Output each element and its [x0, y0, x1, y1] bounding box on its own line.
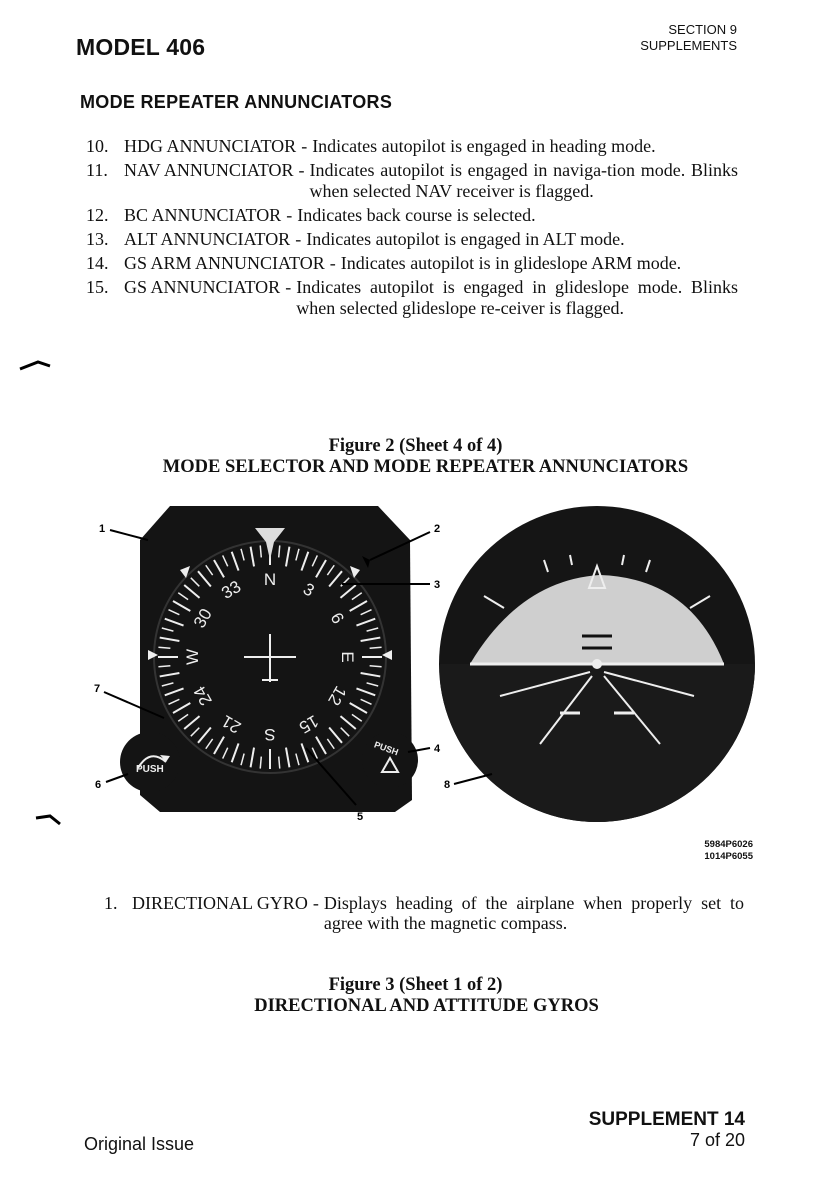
- item-description: Indicates autopilot is engaged in naviga-tion mode. Blinks when selected NAV receiver is flagged.: [309, 160, 738, 201]
- compass-tick: [370, 666, 382, 667]
- compass-tick: [260, 545, 261, 557]
- callout-1: 1: [99, 523, 106, 535]
- supplement-label: SUPPLEMENT 14: [588, 1109, 745, 1130]
- compass-label: S: [264, 725, 276, 744]
- dg-knob: [120, 732, 180, 792]
- item-description: Indicates autopilot is engaged in ALT mode.: [306, 229, 625, 249]
- item-description: Indicates back course is selected.: [297, 205, 536, 225]
- item-description: Indicates autopilot is engaged in glideslope mode. Blinks when selected glideslope re-ceiver is flagged.: [296, 277, 738, 318]
- figure2-caption-line2: MODE SELECTOR AND MODE REPEATER ANNUNCIATORS: [162, 457, 689, 477]
- compass-tick: [158, 647, 170, 648]
- compass-tick: [279, 757, 280, 769]
- item-number: 14.: [86, 253, 109, 273]
- section-title: MODE REPEATER ANNUNCIATORS: [80, 92, 393, 112]
- figure-codes: [704, 839, 753, 863]
- push-label-left: PUSH: [136, 764, 164, 775]
- callout-4: 4: [434, 743, 441, 755]
- model-title: MODEL 406: [76, 34, 206, 60]
- item-number: 12.: [86, 205, 109, 225]
- item-name: BC ANNUNCIATOR: [124, 205, 282, 225]
- callout-6: 6: [95, 779, 102, 791]
- compass-label: 24: [189, 682, 216, 709]
- callout-5: 5: [357, 811, 364, 823]
- push-label-right: PUSH: [372, 739, 400, 758]
- figure-code-1: 5984P6026: [704, 839, 753, 850]
- item-dash: -: [295, 229, 302, 249]
- item-name: DIRECTIONAL GYRO: [132, 893, 308, 913]
- compass-label: 3: [299, 579, 318, 601]
- compass-label: N: [263, 570, 277, 589]
- compass-label: E: [338, 651, 357, 663]
- compass-tick: [158, 666, 170, 667]
- ground-area: [440, 664, 760, 844]
- figure3-caption: [0, 975, 831, 1017]
- aircraft-dot: [592, 659, 602, 669]
- item-dash: -: [286, 205, 293, 225]
- callout-2: 2: [434, 523, 441, 535]
- compass-tick: [279, 545, 280, 557]
- item-number: 13.: [86, 229, 109, 249]
- compass-label: 30: [189, 605, 216, 632]
- item-dash: -: [329, 253, 336, 273]
- item-description: Indicates autopilot is in glideslope ARM mode.: [340, 253, 682, 273]
- directional-gyro: [120, 506, 418, 812]
- compass-label: 33: [218, 576, 245, 603]
- list-item: [104, 893, 744, 933]
- item-name: NAV ANNUNCIATOR: [124, 160, 294, 180]
- item-number: 10.: [86, 136, 109, 156]
- item-dash: -: [301, 136, 308, 156]
- item-dash: -: [285, 277, 292, 297]
- item-description: Displays heading of the airplane when properly set to agree with the magnetic compass.: [323, 893, 744, 933]
- item-dash: -: [298, 160, 305, 180]
- item-dash: -: [312, 893, 319, 913]
- item-description: Indicates autopilot is engaged in heading mode.: [312, 136, 656, 156]
- item-number: 11.: [86, 160, 108, 180]
- compass-label: 15: [295, 711, 322, 738]
- supplements-label: SUPPLEMENTS: [640, 38, 737, 53]
- compass-label: 6: [326, 609, 348, 628]
- item-name: HDG ANNUNCIATOR: [124, 136, 297, 156]
- item-name: GS ARM ANNUNCIATOR: [124, 253, 325, 273]
- item-name: GS ANNUNCIATOR: [124, 277, 281, 297]
- footer-supplement: [589, 1110, 745, 1150]
- compass-label: 12: [324, 682, 351, 709]
- attitude-gyro: [439, 506, 760, 844]
- compass-label: W: [183, 648, 202, 666]
- compass-tick: [260, 757, 261, 769]
- item-name: ALT ANNUNCIATOR: [124, 229, 291, 249]
- figure-code-2: 1014P6055: [704, 851, 753, 862]
- figure3-caption-line2: DIRECTIONAL AND ATTITUDE GYROS: [254, 996, 599, 1016]
- figure3-caption-line1: Figure 3 (Sheet 1 of 2): [328, 975, 503, 995]
- callout-8: 8: [444, 779, 451, 791]
- compass-tick: [370, 647, 382, 648]
- callout-7: 7: [94, 683, 101, 695]
- compass-label: 21: [218, 711, 245, 738]
- page-number: 7 of 20: [689, 1130, 745, 1150]
- figure2-caption-line1: Figure 2 (Sheet 4 of 4): [328, 436, 503, 456]
- original-issue: Original Issue: [84, 1134, 195, 1154]
- callout-3: 3: [434, 579, 441, 591]
- section-label: SECTION 9: [668, 22, 737, 37]
- item-number: 1.: [104, 893, 118, 913]
- item-number: 15.: [86, 277, 109, 297]
